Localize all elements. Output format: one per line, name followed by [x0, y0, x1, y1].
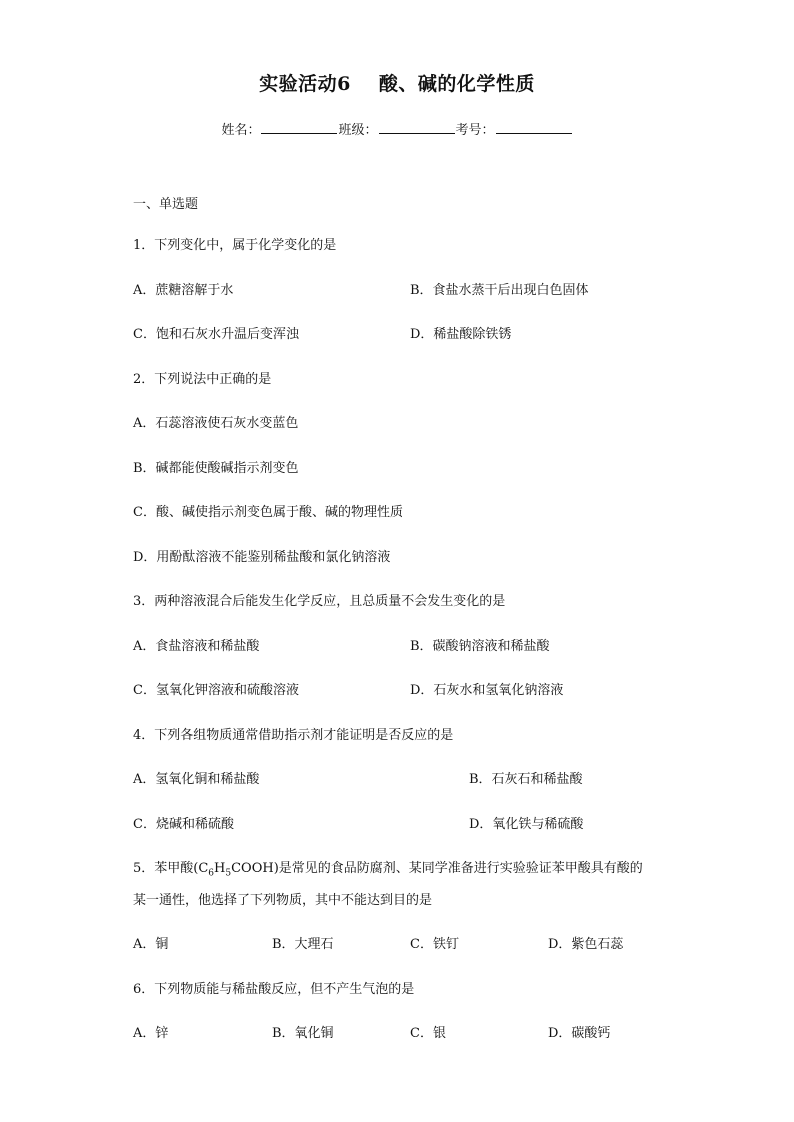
question-1-option-b[interactable]: B．食盐水蒸干后出现白色固体: [410, 283, 589, 298]
question-1-option-a[interactable]: A．蔗糖溶解于水: [133, 283, 234, 298]
question-5-stem-prefix: 5．苯甲酸(C: [133, 861, 209, 876]
name-blank[interactable]: [261, 121, 337, 134]
question-6-option-c[interactable]: C．银: [410, 1026, 446, 1041]
question-4-option-c[interactable]: C．烧碱和稀硫酸: [133, 817, 234, 832]
question-5-option-d[interactable]: D．紫色石蕊: [548, 937, 624, 952]
question-3-option-c[interactable]: C．氢氧化钾溶液和硫酸溶液: [133, 683, 299, 698]
question-5-option-a[interactable]: A．铜: [133, 937, 169, 952]
page-title: [0, 69, 794, 96]
question-2-option-c[interactable]: C．酸、碱使指示剂变色属于酸、碱的物理性质: [133, 505, 403, 520]
question-3-option-b[interactable]: B．碳酸钠溶液和稀盐酸: [410, 639, 550, 654]
question-6-option-a[interactable]: A．锌: [133, 1026, 169, 1041]
question-4-stem: 4．下列各组物质通常借助指示剂才能证明是否反应的是: [133, 728, 454, 743]
question-2-option-d[interactable]: D．用酚酞溶液不能鉴别稀盐酸和氯化钠溶液: [133, 550, 391, 565]
question-4-option-a[interactable]: A．氢氧化铜和稀盐酸: [133, 772, 260, 787]
section-heading: 一、单选题: [133, 197, 199, 212]
question-5-subscript-2: 5: [225, 868, 232, 879]
question-2-option-b[interactable]: B．碱都能使酸碱指示剂变色: [133, 461, 299, 476]
question-6-option-b[interactable]: B．氧化铜: [272, 1026, 334, 1041]
question-2-stem: 2．下列说法中正确的是: [133, 372, 272, 387]
question-4-option-d[interactable]: D．氧化铁与稀硫酸: [469, 817, 584, 832]
question-1-stem: 1．下列变化中，属于化学变化的是: [133, 238, 337, 253]
question-2-option-a[interactable]: A．石蕊溶液使石灰水变蓝色: [133, 416, 299, 431]
question-3-option-d[interactable]: D．石灰水和氢氧化钠溶液: [410, 683, 564, 698]
question-5-option-c[interactable]: C．铁钉: [410, 937, 459, 952]
question-5-stem-line-2: 某一通性，他选择了下列物质，其中不能达到目的是: [133, 893, 433, 908]
class-blank[interactable]: [379, 121, 455, 134]
question-3-option-a[interactable]: A．食盐溶液和稀盐酸: [133, 639, 260, 654]
name-label: 姓名：: [221, 123, 261, 138]
exam-blank[interactable]: [496, 121, 572, 134]
question-5-stem: [133, 857, 643, 879]
question-1-option-d[interactable]: D．稀盐酸除铁锈: [410, 327, 512, 342]
question-5-h: H: [214, 861, 226, 876]
question-3-stem: 3．两种溶液混合后能发生化学反应，且总质量不会发生变化的是: [133, 594, 506, 609]
class-label: 班级：: [338, 123, 378, 138]
question-1-option-c[interactable]: C．饱和石灰水升温后变浑浊: [133, 327, 299, 342]
title-left: 实验活动6: [259, 73, 351, 95]
question-5-option-b[interactable]: B．大理石: [272, 937, 334, 952]
question-5-subscript-1: 6: [208, 868, 215, 879]
question-6-option-d[interactable]: D．碳酸钙: [548, 1026, 611, 1041]
question-4-option-b[interactable]: B．石灰石和稀盐酸: [469, 772, 583, 787]
question-5-stem-suffix: COOH)是常见的食品防腐剂、某同学准备进行实验验证苯甲酸具有酸的: [231, 861, 643, 876]
question-6-stem: 6．下列物质能与稀盐酸反应，但不产生气泡的是: [133, 982, 415, 997]
title-right: 酸、碱的化学性质: [378, 73, 535, 95]
student-info-line: [0, 119, 794, 138]
exam-label: 考号：: [455, 123, 495, 138]
